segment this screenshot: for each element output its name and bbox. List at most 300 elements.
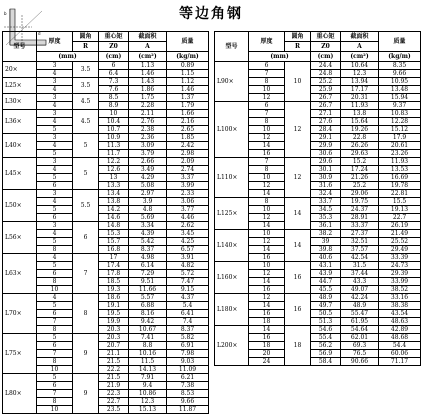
unit-kgm: (kg/m): [379, 52, 421, 62]
cell-z0: 24.4: [311, 62, 341, 70]
cell-m: 48.63: [379, 318, 421, 326]
cell-a: 2.66: [129, 158, 167, 166]
cell-thickness: 8: [249, 166, 285, 174]
cell-z0: 26.7: [311, 102, 341, 110]
cell-z0: 17.8: [99, 270, 129, 278]
cell-z0: 10.4: [99, 118, 129, 126]
cell-a: 19.26: [341, 126, 379, 134]
cell-thickness: 5: [37, 334, 73, 342]
cell-type: L100×: [215, 102, 249, 158]
cell-thickness: 4: [37, 102, 73, 110]
cell-thickness: 10: [249, 86, 285, 94]
cell-type: 20×: [3, 62, 37, 78]
unit-cm: (cm): [99, 52, 129, 62]
cell-z0: 48.9: [311, 294, 341, 302]
cell-m: 6.57: [167, 246, 209, 254]
table-row: [215, 262, 421, 270]
cell-a: 49.07: [341, 286, 379, 294]
cell-m: 38.52: [379, 286, 421, 294]
cell-radius: 4.5: [73, 110, 99, 134]
cell-z0: 11.3: [99, 142, 129, 150]
cell-z0: 30.1: [311, 166, 341, 174]
cell-z0: 18.6: [99, 294, 129, 302]
cell-a: 21.26: [341, 174, 379, 182]
cell-a: 7.29: [129, 270, 167, 278]
cell-thickness: 16: [249, 286, 285, 294]
unit-cm: (cm): [311, 52, 341, 62]
cell-m: 4.37: [167, 294, 209, 302]
cell-thickness: 5: [37, 374, 73, 382]
cell-m: 4.82: [167, 262, 209, 270]
cell-thickness: 6: [249, 102, 285, 110]
table-row: [3, 134, 209, 142]
header-area: 截面积: [341, 32, 379, 42]
cell-a: 2.36: [129, 134, 167, 142]
cell-a: 8.16: [129, 310, 167, 318]
header-radius: 圆角: [285, 32, 311, 42]
cell-a: 26.26: [341, 142, 379, 150]
table-row: [3, 222, 209, 230]
cell-radius: 12: [285, 158, 311, 198]
cell-a: 37.57: [341, 246, 379, 254]
cell-m: 48.68: [379, 334, 421, 342]
cell-thickness: 8: [37, 398, 73, 406]
unit-mm: (mm): [37, 52, 99, 62]
cell-a: 10.16: [129, 350, 167, 358]
header-mass: 质量: [167, 32, 209, 52]
cell-radius: 8: [73, 294, 99, 334]
cell-m: 33.39: [379, 254, 421, 262]
cell-m: 6.91: [167, 342, 209, 350]
cell-a: 37.44: [341, 270, 379, 278]
cell-thickness: 10: [249, 262, 285, 270]
svg-text:d: d: [38, 31, 41, 36]
cell-m: 24.73: [379, 262, 421, 270]
cell-z0: 23.5: [99, 406, 129, 414]
cell-thickness: 5: [37, 174, 73, 182]
cell-type: L70×: [3, 294, 37, 334]
table-row: [215, 158, 421, 166]
cell-thickness: 3: [37, 94, 73, 102]
cell-a: 5.42: [129, 238, 167, 246]
cell-type: L110×: [215, 158, 249, 198]
cell-a: 48.9: [341, 302, 379, 310]
cell-a: 15.64: [341, 118, 379, 126]
cell-radius: 5: [73, 158, 99, 190]
cell-z0: 58.4: [311, 358, 341, 366]
cell-thickness: 5: [37, 238, 73, 246]
cell-thickness: 7: [37, 350, 73, 358]
cell-a: 3.34: [129, 222, 167, 230]
cell-thickness: 4: [37, 294, 73, 302]
cell-thickness: 7: [249, 70, 285, 78]
header-type: 型号: [215, 32, 249, 62]
cell-thickness: 3: [37, 222, 73, 230]
cell-z0: 38.2: [311, 230, 341, 238]
cell-radius: 9: [73, 334, 99, 374]
cell-m: 12.28: [379, 118, 421, 126]
cell-thickness: 3: [37, 190, 73, 198]
header-type: 型号: [3, 32, 37, 62]
cell-a: 19.75: [341, 198, 379, 206]
cell-type: L25×: [3, 78, 37, 94]
cell-a: 24.37: [341, 206, 379, 214]
svg-text:b: b: [4, 11, 7, 16]
cell-z0: 13.8: [99, 198, 129, 206]
cell-radius: 4.5: [73, 94, 99, 110]
cell-z0: 56.2: [311, 342, 341, 350]
cell-z0: 22.2: [99, 366, 129, 374]
cell-radius: 14: [285, 198, 311, 230]
cell-a: 7.91: [129, 374, 167, 382]
cell-m: 9.66: [379, 70, 421, 78]
cell-z0: 22.7: [99, 398, 129, 406]
cell-a: 15.13: [129, 406, 167, 414]
cell-z0: 19.5: [99, 310, 129, 318]
cell-thickness: 7: [37, 390, 73, 398]
cell-radius: 16: [285, 262, 311, 294]
cell-thickness: 5: [37, 302, 73, 310]
table-row: [3, 254, 209, 262]
cell-a: 2.11: [129, 110, 167, 118]
cell-m: 19.13: [379, 206, 421, 214]
cell-m: 6.21: [167, 374, 209, 382]
cell-type: L200×: [215, 326, 249, 366]
cell-thickness: 4: [37, 118, 73, 126]
cell-z0: 17: [99, 254, 129, 262]
cell-m: 33.99: [379, 278, 421, 286]
cell-z0: 12.6: [99, 166, 129, 174]
cell-thickness: 10: [249, 126, 285, 134]
cell-radius: 16: [285, 294, 311, 326]
cell-a: 10.64: [341, 62, 379, 70]
cell-z0: 20.7: [99, 342, 129, 350]
cell-z0: 10.9: [99, 134, 129, 142]
cell-m: 15.12: [379, 126, 421, 134]
cell-a: 5.57: [129, 294, 167, 302]
cell-m: 3.91: [167, 254, 209, 262]
header-area: 截面积: [129, 32, 167, 42]
cell-z0: 15.3: [99, 230, 129, 238]
cell-m: 7.98: [167, 350, 209, 358]
cell-z0: 54.6: [311, 326, 341, 334]
cell-radius: 3.5: [73, 78, 99, 94]
cell-thickness: 16: [249, 254, 285, 262]
cell-thickness: 10: [249, 174, 285, 182]
cell-m: 2.62: [167, 222, 209, 230]
cell-thickness: 4: [37, 86, 73, 94]
cell-thickness: 14: [249, 142, 285, 150]
cell-m: 1.79: [167, 102, 209, 110]
cell-z0: 30.6: [311, 150, 341, 158]
table-body-left: [3, 62, 209, 414]
cell-z0: 28.4: [311, 126, 341, 134]
cell-z0: 50.5: [311, 310, 341, 318]
header-thickness: 厚度: [37, 32, 73, 52]
cell-thickness: 6: [37, 270, 73, 278]
cell-a: 9.51: [129, 278, 167, 286]
cell-thickness: 4: [37, 142, 73, 150]
cell-z0: 26.7: [311, 94, 341, 102]
cell-z0: 34.5: [311, 206, 341, 214]
cell-m: 19.78: [379, 182, 421, 190]
header-radius: 圆角: [73, 32, 99, 42]
cell-a: 9.42: [129, 318, 167, 326]
header-a: A: [129, 42, 167, 52]
cell-m: 9.03: [167, 358, 209, 366]
cell-m: 11.87: [167, 406, 209, 414]
cell-thickness: 16: [249, 310, 285, 318]
cell-thickness: 14: [249, 326, 285, 334]
cell-a: 29.06: [341, 190, 379, 198]
table-row: [215, 294, 421, 302]
cell-a: 32.51: [341, 238, 379, 246]
cell-thickness: 4: [37, 198, 73, 206]
cell-z0: 19.9: [99, 318, 129, 326]
header-r: R: [73, 42, 99, 52]
cell-m: 8.37: [167, 326, 209, 334]
cell-z0: 13.4: [99, 190, 129, 198]
cell-thickness: 5: [37, 150, 73, 158]
cell-z0: 14.6: [99, 214, 129, 222]
table-row: [3, 110, 209, 118]
unit-cm2: (cm²): [129, 52, 167, 62]
cell-m: 42.89: [379, 326, 421, 334]
cell-thickness: 5: [37, 126, 73, 134]
cell-thickness: 14: [249, 278, 285, 286]
cell-z0: 6.4: [99, 70, 129, 78]
cell-thickness: 4: [37, 70, 73, 78]
header-z0: Z0: [311, 42, 341, 52]
cell-a: 55.47: [341, 310, 379, 318]
header-centroid: 重心矩: [99, 32, 129, 42]
cell-z0: 19.1: [99, 302, 129, 310]
cell-thickness: 8: [37, 278, 73, 286]
cell-thickness: 14: [249, 302, 285, 310]
unit-mm: (mm): [249, 52, 311, 62]
cell-thickness: 7: [37, 318, 73, 326]
cell-a: 13.94: [341, 78, 379, 86]
cell-z0: 25.9: [311, 86, 341, 94]
cell-a: 27.37: [341, 230, 379, 238]
cell-m: 20.61: [379, 142, 421, 150]
cell-thickness: 18: [249, 342, 285, 350]
cell-a: 3.9: [129, 198, 167, 206]
cell-z0: 21.9: [99, 382, 129, 390]
table-row: [215, 198, 421, 206]
header-centroid: 重心矩: [311, 32, 341, 42]
cell-thickness: 16: [249, 150, 285, 158]
cell-m: 2.74: [167, 166, 209, 174]
cell-type: L180×: [215, 294, 249, 326]
cell-a: 3.09: [129, 142, 167, 150]
cell-thickness: 7: [249, 158, 285, 166]
cell-type: L75×: [3, 334, 37, 374]
cell-m: 11.93: [379, 158, 421, 166]
cell-z0: 40.6: [311, 254, 341, 262]
cell-a: 13.8: [341, 110, 379, 118]
cell-z0: 25.2: [311, 78, 341, 86]
cell-a: 62.01: [341, 334, 379, 342]
cell-z0: 15.7: [99, 238, 129, 246]
cell-a: 12.3: [341, 70, 379, 78]
cell-z0: 39: [311, 238, 341, 246]
cell-m: 5.4: [167, 302, 209, 310]
cell-a: 22.8: [341, 134, 379, 142]
cell-m: 29.39: [379, 270, 421, 278]
cell-m: 23.26: [379, 150, 421, 158]
cell-a: 1.86: [129, 86, 167, 94]
cell-a: 11.66: [129, 286, 167, 294]
cell-thickness: 10: [37, 286, 73, 294]
cell-m: 2.98: [167, 150, 209, 158]
cell-m: 33.16: [379, 294, 421, 302]
cell-m: 60.06: [379, 350, 421, 358]
cell-z0: 20.3: [99, 334, 129, 342]
cell-m: 0.89: [167, 62, 209, 70]
cell-thickness: 6: [37, 310, 73, 318]
cell-a: 4.39: [129, 230, 167, 238]
cell-z0: 43.1: [311, 262, 341, 270]
cell-type: L160×: [215, 262, 249, 294]
header-z0: Z0: [99, 42, 129, 52]
cell-thickness: 8: [249, 78, 285, 86]
cell-z0: 43.9: [311, 270, 341, 278]
cell-a: 28.91: [341, 214, 379, 222]
angle-table-left: [2, 31, 209, 414]
cell-thickness: 10: [249, 206, 285, 214]
table-row: [215, 230, 421, 238]
cell-radius: 5.5: [73, 190, 99, 222]
cell-thickness: 6: [37, 182, 73, 190]
cell-m: 11.09: [167, 366, 209, 374]
cell-z0: 21.1: [99, 350, 129, 358]
cell-z0: 22.3: [99, 390, 129, 398]
cell-thickness: 14: [249, 246, 285, 254]
cell-a: 2.38: [129, 126, 167, 134]
cell-z0: 8.5: [99, 94, 129, 102]
cell-thickness: 24: [249, 358, 285, 366]
cell-z0: 18.5: [99, 278, 129, 286]
cell-thickness: 3: [37, 78, 73, 86]
cell-m: 15.94: [379, 94, 421, 102]
cell-a: 61.95: [341, 318, 379, 326]
cell-m: 15.5: [379, 198, 421, 206]
cell-thickness: 12: [249, 214, 285, 222]
cell-m: 9.15: [167, 286, 209, 294]
table-body-right: [215, 62, 421, 366]
cell-radius: 7: [73, 254, 99, 294]
cell-z0: 8.9: [99, 102, 129, 110]
cell-thickness: 12: [249, 134, 285, 142]
cell-a: 8.8: [129, 342, 167, 350]
cell-m: 1.15: [167, 70, 209, 78]
cell-radius: 9: [73, 374, 99, 414]
cell-m: 3.06: [167, 198, 209, 206]
cell-m: 7.47: [167, 278, 209, 286]
cell-a: 5.08: [129, 182, 167, 190]
cell-z0: 21.5: [99, 358, 129, 366]
cell-a: 25.2: [341, 182, 379, 190]
cell-thickness: 18: [249, 318, 285, 326]
cell-type: L56×: [3, 222, 37, 254]
cell-thickness: 8: [37, 246, 73, 254]
cell-type: L63×: [3, 254, 37, 294]
cell-thickness: 14: [249, 222, 285, 230]
cell-a: 4.29: [129, 174, 167, 182]
cell-a: 90.66: [341, 358, 379, 366]
cell-z0: 49.7: [311, 302, 341, 310]
cell-a: 14.13: [129, 366, 167, 374]
cell-a: 10.67: [129, 326, 167, 334]
cell-type: L140×: [215, 230, 249, 262]
cell-radius: 18: [285, 326, 311, 366]
cell-thickness: 6: [37, 342, 73, 350]
cell-m: 17.9: [379, 134, 421, 142]
cell-thickness: 8: [249, 118, 285, 126]
cell-m: 22.7: [379, 214, 421, 222]
cell-a: 54.64: [341, 326, 379, 334]
cell-type: L40×: [3, 134, 37, 158]
cell-m: 3.37: [167, 174, 209, 182]
cell-thickness: 5: [37, 206, 73, 214]
cell-z0: 14.8: [99, 222, 129, 230]
cell-z0: 29.6: [311, 158, 341, 166]
cell-radius: 12: [285, 102, 311, 158]
cell-z0: 27.6: [311, 118, 341, 126]
cell-m: 5.72: [167, 270, 209, 278]
cell-z0: 39.8: [311, 246, 341, 254]
cell-type: L45×: [3, 158, 37, 190]
cell-thickness: 10: [249, 230, 285, 238]
cell-z0: 16.8: [99, 246, 129, 254]
cell-z0: 19.3: [99, 286, 129, 294]
cell-m: 22.81: [379, 190, 421, 198]
cell-thickness: 3: [37, 110, 73, 118]
cell-m: 29.49: [379, 246, 421, 254]
header-r: R: [285, 42, 311, 52]
cell-radius: 3.5: [73, 62, 99, 78]
cell-a: 7.41: [129, 334, 167, 342]
cell-thickness: 12: [249, 294, 285, 302]
cell-m: 21.49: [379, 230, 421, 238]
table-row: [3, 190, 209, 198]
table-row: [215, 326, 421, 334]
cell-z0: 7.6: [99, 86, 129, 94]
cell-m: 9.66: [167, 398, 209, 406]
cell-z0: 36.1: [311, 222, 341, 230]
cell-thickness: 12: [249, 238, 285, 246]
table-row: [215, 102, 421, 110]
cell-m: 1.37: [167, 94, 209, 102]
page-title: 等边角钢: [179, 6, 243, 22]
cell-a: 4.8: [129, 206, 167, 214]
cell-a: 1.13: [129, 62, 167, 70]
cell-m: 7.38: [167, 382, 209, 390]
cell-m: 2.16: [167, 118, 209, 126]
cell-m: 3.99: [167, 182, 209, 190]
cell-a: 76.5: [341, 350, 379, 358]
cell-z0: 55.4: [311, 334, 341, 342]
cell-thickness: 5: [37, 262, 73, 270]
cell-m: 1.46: [167, 86, 209, 94]
cell-m: 26.19: [379, 222, 421, 230]
cell-thickness: 4: [37, 166, 73, 174]
cell-z0: 6: [99, 62, 129, 70]
table-row: [3, 158, 209, 166]
cell-z0: 51.3: [311, 318, 341, 326]
cell-m: 8.35: [379, 62, 421, 70]
